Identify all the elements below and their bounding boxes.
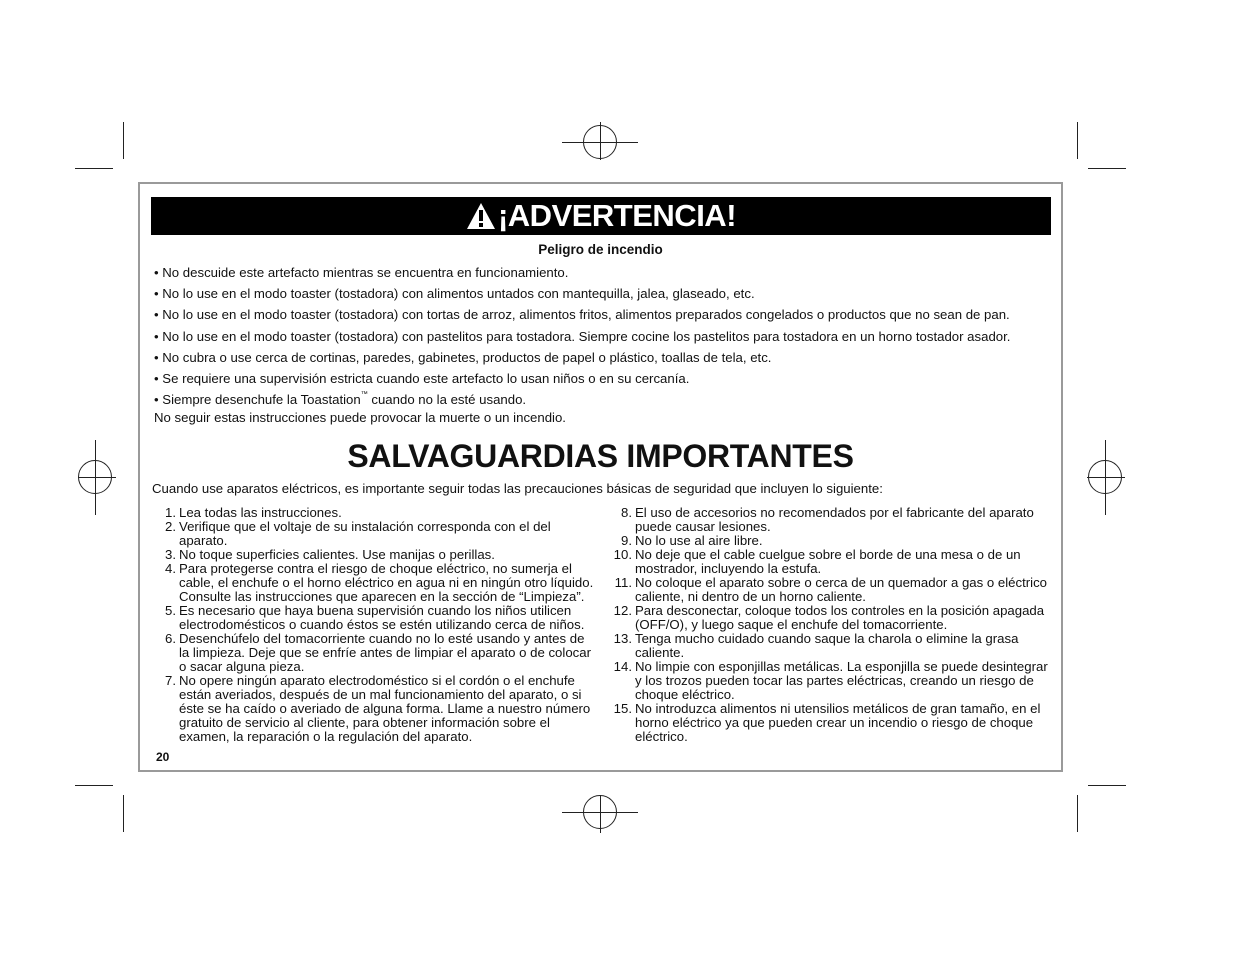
item-number: 6.: [165, 631, 176, 646]
crop-mark: [1088, 785, 1126, 786]
safeguards-list-right: [608, 506, 1048, 744]
list-item: [152, 548, 596, 562]
item-text: Lea todas las instrucciones.: [179, 505, 342, 520]
list-item: [608, 576, 1048, 604]
item-text: No opere ningún aparato electrodoméstico si el cordón o el enchufe están averiados, después de un mal funcionamiento del aparato, o si éste se ha caído o averiado de alguna forma. Llame a nuestro número gratuito de servicio al cliente, para obtener información sobre el examen, la reparación o la regulación del aparato.: [179, 673, 591, 744]
item-text: Para desconectar, coloque todos los controles en la posición apagada (OFF/O), y luego saque el enchufe del tomacorriente.: [635, 603, 1045, 632]
item-number: 3.: [165, 547, 176, 562]
crop-mark: [75, 785, 113, 786]
list-item: [608, 660, 1048, 702]
warning-conclusion: No seguir estas instrucciones puede provocar la muerte o un incendio.: [154, 410, 566, 425]
safeguards-list-left: [152, 506, 596, 744]
item-number: 2.: [165, 519, 176, 534]
item-number: 7.: [165, 673, 176, 688]
warning-banner: [151, 197, 1051, 235]
crop-mark: [75, 168, 113, 169]
bullet-text: cuando no la esté usando.: [367, 392, 527, 408]
list-item: [608, 702, 1048, 744]
list-item: [152, 604, 596, 632]
item-text: No toque superficies calientes. Use manijas o perillas.: [179, 547, 495, 562]
crop-mark: [1077, 795, 1078, 832]
list-item: [608, 632, 1048, 660]
crop-mark: [123, 122, 124, 159]
item-number: 5.: [165, 603, 176, 618]
item-number: 1.: [165, 505, 176, 520]
item-text: Tenga mucho cuidado cuando saque la charola o elimine la grasa caliente.: [635, 631, 1019, 660]
crop-mark: [123, 795, 124, 832]
warning-bullet: [154, 389, 1054, 410]
list-item: [152, 562, 596, 604]
crop-mark: [1088, 168, 1126, 169]
list-item: [608, 534, 1048, 548]
bullet-text: • Siempre desenchufe la Toastation: [154, 392, 361, 408]
item-number: 15.: [613, 701, 632, 716]
warning-triangle-icon: [466, 202, 496, 230]
item-text: No deje que el cable cuelgue sobre el borde de una mesa o de un mostrador, incluyendo la estufa.: [635, 547, 1021, 576]
warning-title: ¡ADVERTENCIA!: [497, 198, 737, 233]
warning-bullet: • No lo use en el modo toaster (tostadora) con tortas de arroz, alimentos fritos, alimentos preparados congelados o productos que no sean de pan.: [154, 307, 1010, 323]
item-number: 14.: [613, 659, 632, 674]
warning-bullet: • No cubra o use cerca de cortinas, paredes, gabinetes, productos de papel o plástico, toallas de tela, etc.: [154, 349, 772, 365]
safety-panel: [138, 182, 1063, 772]
list-item: [608, 506, 1048, 534]
warning-bullet-list: [154, 262, 1054, 410]
item-number: 10.: [613, 547, 632, 562]
item-text: Desenchúfelo del tomacorriente cuando no lo esté usando y antes de la limpieza. Deje que se enfríe antes de limpiar el aparato o de colocar o sacar alguna pieza.: [179, 631, 591, 674]
item-number: 9.: [621, 533, 632, 548]
warning-subtitle: Peligro de incendio: [538, 242, 663, 257]
item-text: No lo use al aire libre.: [635, 533, 763, 548]
list-item: [152, 520, 596, 548]
item-text: No introduzca alimentos ni utensilios metálicos de gran tamaño, en el horno eléctrico ya que pueden crear un incendio o riesgo de choque eléctrico.: [635, 701, 1041, 744]
item-text: Para protegerse contra el riesgo de choque eléctrico, no sumerja el cable, el enchufe o el horno eléctrico en agua ni en ningún otro líquido. Consulte las instrucciones que aparecen en la sección de “Limpieza”.: [179, 561, 594, 604]
item-text: No coloque el aparato sobre o cerca de un quemador a gas o eléctrico caliente, ni dentro de un horno caliente.: [635, 575, 1047, 604]
item-text: Verifique que el voltaje de su instalación corresponda con el del aparato.: [179, 519, 551, 548]
list-item: [608, 604, 1048, 632]
item-text: Es necesario que haya buena supervisión cuando los niños utilicen electrodomésticos o cuando éstos se estén utilizando cerca de niños.: [179, 603, 585, 632]
trademark-mark: ™: [360, 391, 368, 399]
safeguards-intro: Cuando use aparatos eléctricos, es importante seguir todas las precauciones básicas de seguridad que incluyen lo siguiente:: [152, 481, 883, 496]
warning-bullet: • No lo use en el modo toaster (tostadora) con alimentos untados con mantequilla, jalea, glaseado, etc.: [154, 286, 755, 302]
crop-mark: [1077, 122, 1078, 159]
item-number: 13.: [613, 631, 632, 646]
item-number: 12.: [613, 603, 632, 618]
list-item: [152, 506, 596, 520]
item-number: 8.: [621, 505, 632, 520]
list-item: [608, 548, 1048, 576]
safeguards-title: SALVAGUARDIAS IMPORTANTES: [347, 438, 854, 474]
list-item: [152, 632, 596, 674]
item-number: 11.: [614, 575, 632, 590]
list-item: [152, 674, 596, 744]
item-text: No limpie con esponjillas metálicas. La esponjilla se puede desintegrar y los trozos pueden tocar las partes eléctricas, creando un riesgo de choque eléctrico.: [635, 659, 1048, 702]
item-number: 4.: [165, 561, 176, 576]
warning-bullet: • Se requiere una supervisión estricta cuando este artefacto lo usan niños o en su cercanía.: [154, 370, 690, 386]
warning-bullet: • No descuide este artefacto mientras se encuentra en funcionamiento.: [154, 265, 569, 280]
item-text: El uso de accesorios no recomendados por el fabricante del aparato puede causar lesiones.: [635, 505, 1034, 534]
warning-bullet: • No lo use en el modo toaster (tostadora) con pastelitos para tostadora. Siempre cocine los pastelitos para tostadora en un horno tostador asador.: [154, 328, 1011, 344]
page-number: 20: [156, 750, 170, 764]
